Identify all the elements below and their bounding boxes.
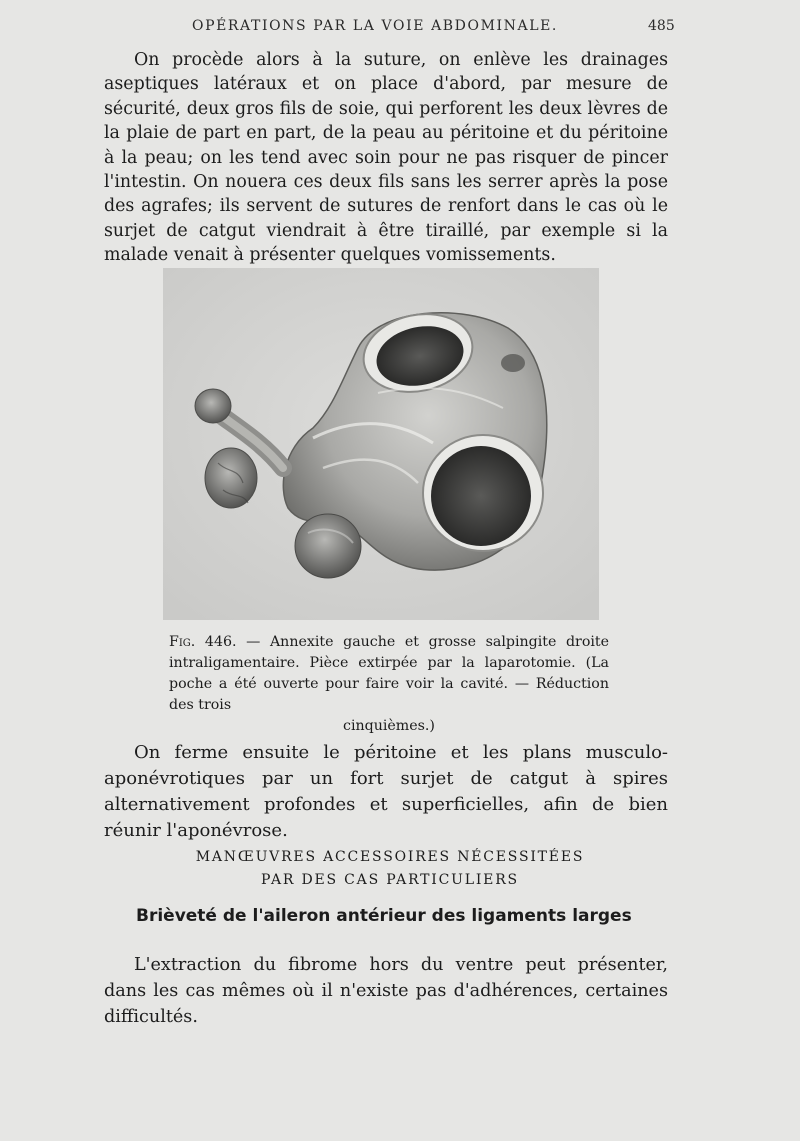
figure-caption-end: cinquièmes.): [343, 718, 435, 734]
section-heading-line-2: PAR DES CAS PARTICULIERS: [261, 872, 519, 888]
figure-caption-text: — Annexite gauche et grosse salpingite droite intraligamentaire. Pièce extirpée par la laparotomie. (La poche a été ouverte pour faire voir la cavité. — Réduction des trois: [169, 634, 609, 713]
figure-caption: [169, 632, 609, 737]
specimen-photograph: [163, 268, 599, 620]
subsection-heading: Brièveté de l'aileron antérieur des ligaments larges: [136, 906, 632, 926]
paragraph-closure: On ferme ensuite le péritoine et les plans musculo-aponévrotiques par un fort surjet de catgut à spires alternativement profondes et superficielles, afin de bien réunir l'aponévrose.: [104, 742, 668, 841]
page-number: 485: [648, 18, 675, 34]
paragraph-extraction: L'extraction du fibrome hors du ventre peut présenter, dans les cas mêmes où il n'existe pas d'adhérences, certaines difficultés.: [104, 955, 668, 1027]
running-head: OPÉRATIONS PAR LA VOIE ABDOMINALE.: [192, 18, 558, 34]
figure-label: Fig. 446.: [169, 634, 237, 650]
specimen-illustration: [163, 268, 599, 620]
section-heading-line-1: MANŒUVRES ACCESSOIRES NÉCESSITÉES: [195, 849, 585, 865]
paragraph-suture: On procède alors à la suture, on enlève les drainages aseptiques latéraux et on place d'abord, par mesure de sécurité, deux gros fils de soie, qui perforent les deux lèvres de la plaie de part en part, de la peau au péritoine et du péritoine à la peau; on les tend avec soin pour ne pas risquer de pincer l'intestin. On nouera ces deux fils sans les serrer après la pose des agrafes; ils servent de sutures de renfort dans le cas où le surjet de catgut viendrait à être tiraillé, par exemple si la malade venait à présenter quelques vomissements.: [104, 50, 668, 266]
